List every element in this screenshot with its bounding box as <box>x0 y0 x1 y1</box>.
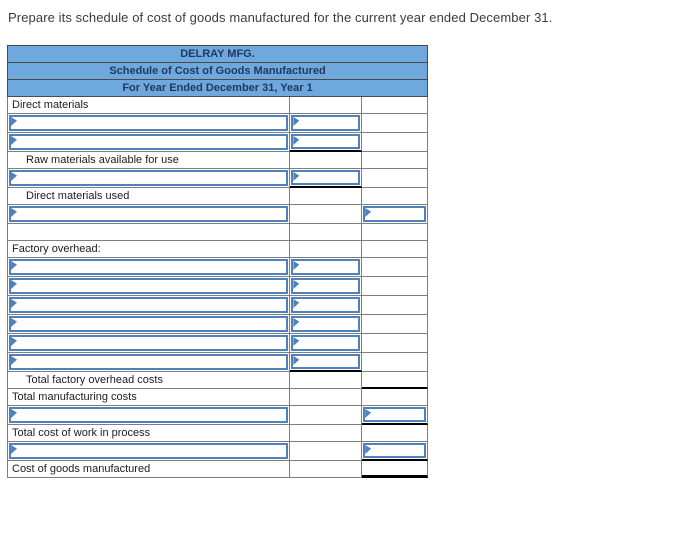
fo-item-5-desc-input[interactable] <box>9 335 288 351</box>
direct-materials-used-amount-input[interactable] <box>363 206 426 222</box>
table-row <box>8 372 428 389</box>
dm-item-3-amount-input[interactable] <box>291 170 360 185</box>
description-cell <box>8 353 290 372</box>
dropdown-flag-icon <box>293 136 299 145</box>
amount-cell <box>290 188 362 205</box>
table-row <box>8 406 428 425</box>
amount-cell <box>362 406 428 425</box>
table-row <box>8 169 428 188</box>
amount-cell <box>362 114 428 133</box>
table-row <box>8 389 428 406</box>
total-manufacturing-desc-input[interactable] <box>9 407 288 423</box>
amount-cell <box>290 372 362 389</box>
dropdown-flag-icon <box>365 208 371 217</box>
row-label: Total cost of work in process <box>8 425 290 442</box>
fo-item-1-desc-input[interactable] <box>9 259 288 275</box>
fo-item-5-amount-input[interactable] <box>291 335 360 351</box>
fo-item-1-amount-input[interactable] <box>291 259 360 275</box>
table-row <box>8 353 428 372</box>
dropdown-flag-icon <box>11 136 17 145</box>
table-row <box>8 205 428 224</box>
table-row <box>8 296 428 315</box>
amount-cell <box>362 205 428 224</box>
amount-cell <box>290 353 362 372</box>
dropdown-flag-icon <box>11 261 17 270</box>
dropdown-flag-icon <box>365 409 371 418</box>
dropdown-flag-icon <box>293 172 299 181</box>
description-cell <box>8 224 290 241</box>
amount-cell <box>362 334 428 353</box>
table-row <box>8 133 428 152</box>
dropdown-flag-icon <box>293 117 299 126</box>
dropdown-flag-icon <box>293 261 299 270</box>
fo-item-6-desc-input[interactable] <box>9 354 288 370</box>
table-row <box>8 114 428 133</box>
table-row <box>8 224 428 241</box>
amount-cell <box>290 406 362 425</box>
page-instruction: Prepare its schedule of cost of goods manufactured for the current year ended December 31. <box>8 10 553 25</box>
dm-item-3-desc-input[interactable] <box>9 170 288 186</box>
fo-item-4-amount-input[interactable] <box>291 316 360 332</box>
amount-cell <box>290 169 362 188</box>
dm-item-2-desc-input[interactable] <box>9 134 288 150</box>
dm-item-2-amount-input[interactable] <box>291 134 360 149</box>
amount-cell <box>290 114 362 133</box>
table-row <box>8 258 428 277</box>
schedule-title: Schedule of Cost of Goods Manufactured <box>8 62 427 79</box>
dropdown-flag-icon <box>11 172 17 181</box>
table-row <box>8 152 428 169</box>
table-row <box>8 442 428 461</box>
amount-cell <box>362 188 428 205</box>
table-row <box>8 461 428 478</box>
dropdown-flag-icon <box>293 337 299 346</box>
direct-materials-used-desc-input[interactable] <box>9 206 288 222</box>
description-cell <box>8 277 290 296</box>
description-cell <box>8 334 290 353</box>
amount-cell <box>290 224 362 241</box>
description-cell <box>8 114 290 133</box>
table-row <box>8 277 428 296</box>
dropdown-flag-icon <box>11 337 17 346</box>
dm-item-1-amount-input[interactable] <box>291 115 360 131</box>
total-manufacturing-amount-input[interactable] <box>363 407 426 422</box>
amount-cell <box>362 241 428 258</box>
amount-cell <box>362 224 428 241</box>
amount-cell <box>290 258 362 277</box>
row-label: Total factory overhead costs <box>8 372 290 389</box>
table-row <box>8 334 428 353</box>
description-cell <box>8 315 290 334</box>
row-label: Cost of goods manufactured <box>8 461 290 478</box>
description-cell <box>8 442 290 461</box>
row-label: Direct materials used <box>8 188 290 205</box>
fo-item-2-amount-input[interactable] <box>291 278 360 294</box>
table-row <box>8 241 428 258</box>
fo-item-2-desc-input[interactable] <box>9 278 288 294</box>
total-wip-desc-input[interactable] <box>9 443 288 459</box>
amount-cell <box>290 205 362 224</box>
dropdown-flag-icon <box>293 318 299 327</box>
amount-cell <box>362 372 428 389</box>
cogm-schedule-sheet <box>7 45 428 478</box>
description-cell <box>8 205 290 224</box>
amount-cell <box>290 461 362 478</box>
amount-cell <box>362 97 428 114</box>
total-wip-amount-input[interactable] <box>363 443 426 458</box>
fo-item-3-amount-input[interactable] <box>291 297 360 313</box>
company-name: DELRAY MFG. <box>8 46 427 62</box>
amount-cell <box>362 442 428 461</box>
amount-cell <box>362 315 428 334</box>
row-label: Factory overhead: <box>8 241 290 258</box>
amount-cell <box>290 334 362 353</box>
dropdown-flag-icon <box>11 299 17 308</box>
description-cell <box>8 258 290 277</box>
fo-item-4-desc-input[interactable] <box>9 316 288 332</box>
dropdown-flag-icon <box>11 445 17 454</box>
amount-cell <box>290 389 362 406</box>
row-label: Raw materials available for use <box>8 152 290 169</box>
amount-cell <box>290 442 362 461</box>
dm-item-1-desc-input[interactable] <box>9 115 288 131</box>
amount-cell <box>362 296 428 315</box>
sheet-header <box>7 45 428 97</box>
amount-cell <box>362 353 428 372</box>
fo-item-6-amount-input[interactable] <box>291 354 360 369</box>
amount-cell <box>362 389 428 406</box>
table-row <box>8 97 428 114</box>
row-label: Total manufacturing costs <box>8 389 290 406</box>
amount-cell <box>362 461 428 478</box>
dropdown-flag-icon <box>293 280 299 289</box>
dropdown-flag-icon <box>11 280 17 289</box>
description-cell <box>8 133 290 152</box>
amount-cell <box>290 296 362 315</box>
dropdown-flag-icon <box>11 208 17 217</box>
amount-cell <box>290 425 362 442</box>
amount-cell <box>290 97 362 114</box>
description-cell <box>8 296 290 315</box>
row-label: Direct materials <box>8 97 290 114</box>
table-row <box>8 188 428 205</box>
amount-cell <box>362 425 428 442</box>
dropdown-flag-icon <box>11 117 17 126</box>
dropdown-flag-icon <box>11 356 17 365</box>
fo-item-3-desc-input[interactable] <box>9 297 288 313</box>
dropdown-flag-icon <box>293 299 299 308</box>
dropdown-flag-icon <box>293 356 299 365</box>
amount-cell <box>290 133 362 152</box>
amount-cell <box>290 277 362 296</box>
dropdown-flag-icon <box>11 409 17 418</box>
amount-cell <box>290 241 362 258</box>
amount-cell <box>362 258 428 277</box>
schedule-period: For Year Ended December 31, Year 1 <box>8 79 427 96</box>
amount-cell <box>290 152 362 169</box>
description-cell <box>8 406 290 425</box>
amount-cell <box>362 277 428 296</box>
description-cell <box>8 169 290 188</box>
amount-cell <box>362 169 428 188</box>
amount-cell <box>362 152 428 169</box>
dropdown-flag-icon <box>365 445 371 454</box>
schedule-table <box>7 97 428 478</box>
amount-cell <box>290 315 362 334</box>
table-row <box>8 425 428 442</box>
amount-cell <box>362 133 428 152</box>
dropdown-flag-icon <box>11 318 17 327</box>
table-row <box>8 315 428 334</box>
